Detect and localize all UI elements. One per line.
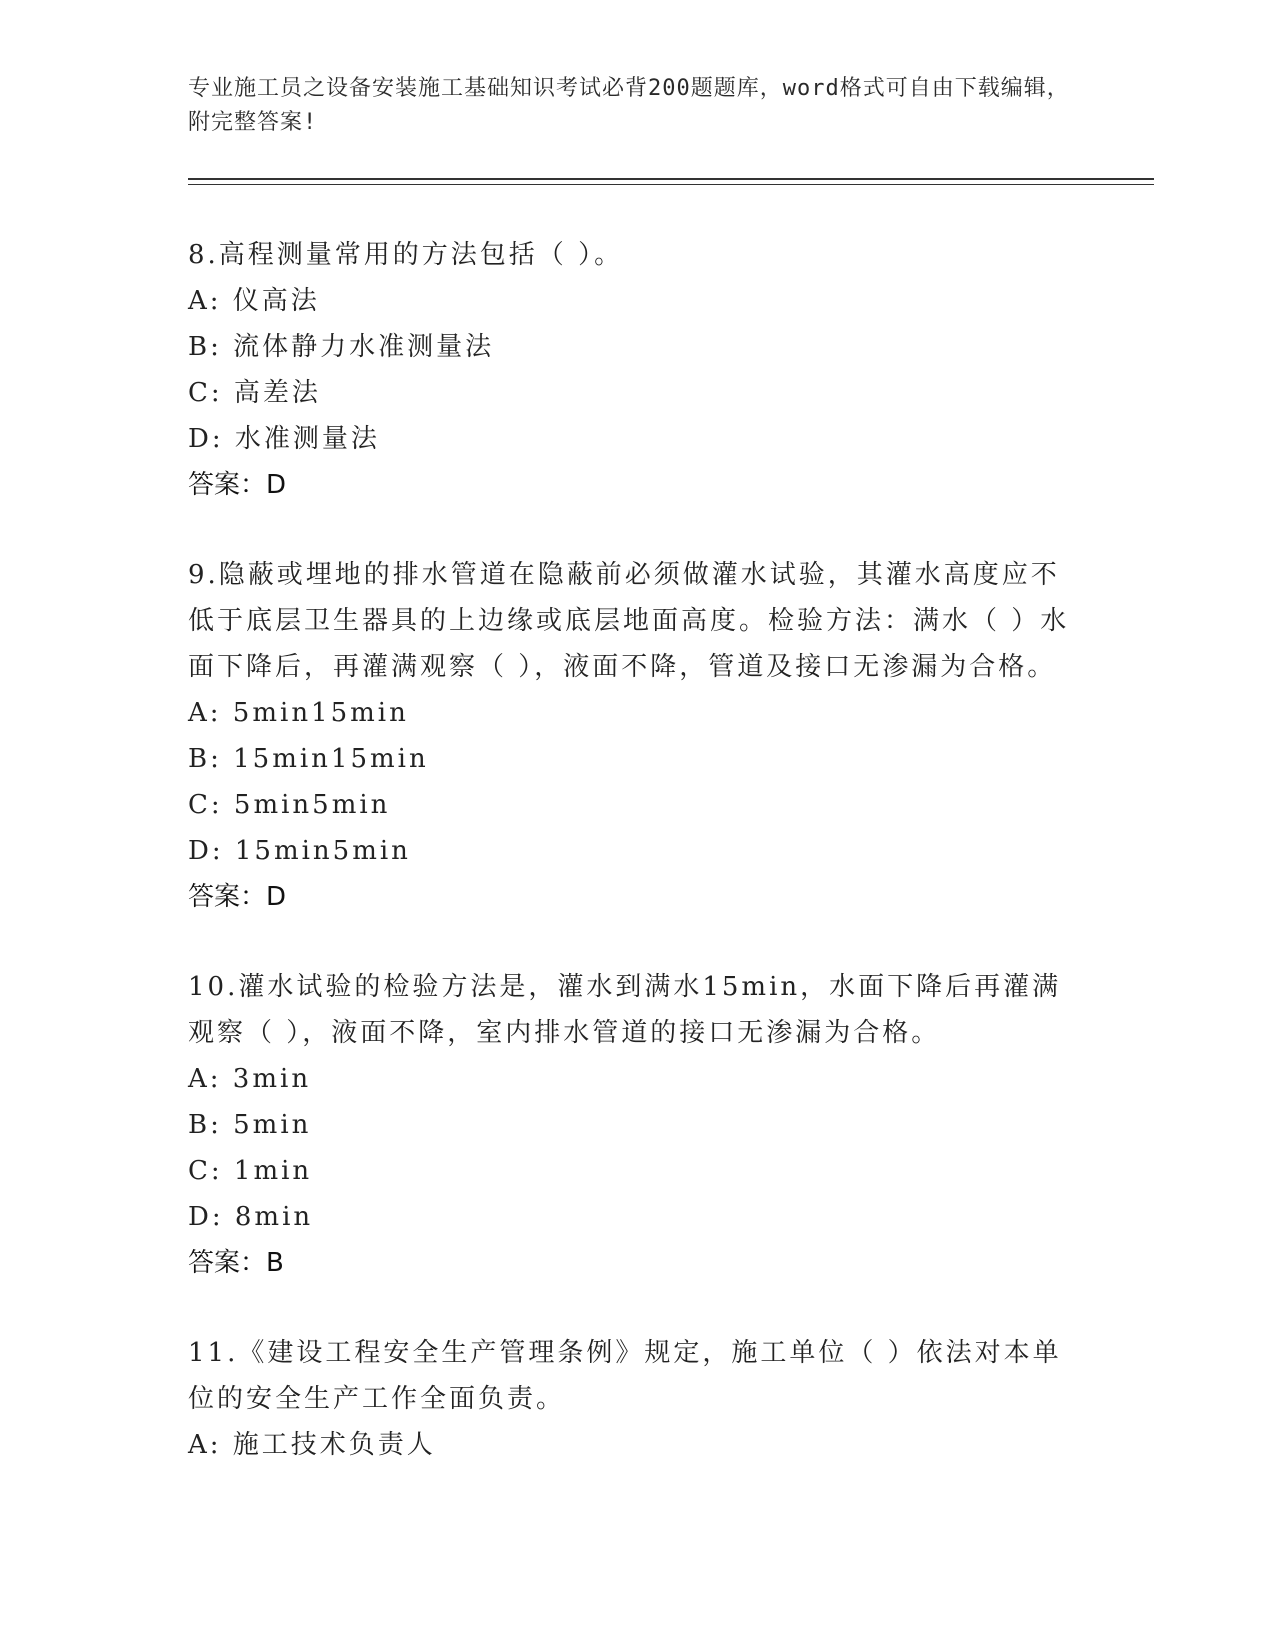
question-11 — [188, 1330, 1088, 1468]
question-list — [188, 232, 1088, 1512]
answer: 答案：D — [188, 882, 287, 912]
option-c: C: 高差法 — [188, 378, 321, 408]
option-a: A: 仪高法 — [188, 286, 320, 316]
question-stem: 8.高程测量常用的方法包括（ ）。 — [188, 240, 624, 270]
document-header — [188, 72, 1088, 140]
question-stem: 9.隐蔽或埋地的排水管道在隐蔽前必须做灌水试验，其灌水高度应不低于底层卫生器具的上边缘或底层地面高度。检验方法：满水（ ）水面下降后，再灌满观察（ ），液面不降，管道及接口无渗漏为合格。 — [188, 560, 1070, 682]
question-9 — [188, 552, 1088, 920]
option-d: D: 15min5min — [188, 836, 411, 866]
header-title: 专业施工员之设备安装施工基础知识考试必背200题题库，word格式可自由下载编辑，附完整答案! — [188, 76, 1070, 135]
option-a: A: 3min — [188, 1064, 312, 1094]
option-b: B: 15min15min — [188, 744, 429, 774]
question-8 — [188, 232, 1088, 508]
option-d: D: 水准测量法 — [188, 424, 380, 454]
answer: 答案：D — [188, 470, 287, 500]
question-stem: 10.灌水试验的检验方法是，灌水到满水15min，水面下降后再灌满观察（ ），液面不降，室内排水管道的接口无渗漏为合格。 — [188, 972, 1062, 1048]
option-c: C: 5min5min — [188, 790, 391, 820]
header-divider — [188, 178, 1154, 185]
option-c: C: 1min — [188, 1156, 313, 1186]
option-d: D: 8min — [188, 1202, 314, 1232]
option-b: B: 5min — [188, 1110, 312, 1140]
question-stem: 11.《建设工程安全生产管理条例》规定，施工单位（ ）依法对本单位的安全生产工作全面负责。 — [188, 1338, 1062, 1414]
option-a: A: 施工技术负责人 — [188, 1430, 436, 1460]
option-a: A: 5min15min — [188, 698, 409, 728]
answer: 答案：B — [188, 1248, 284, 1278]
option-b: B: 流体静力水准测量法 — [188, 332, 495, 362]
question-10 — [188, 964, 1088, 1286]
